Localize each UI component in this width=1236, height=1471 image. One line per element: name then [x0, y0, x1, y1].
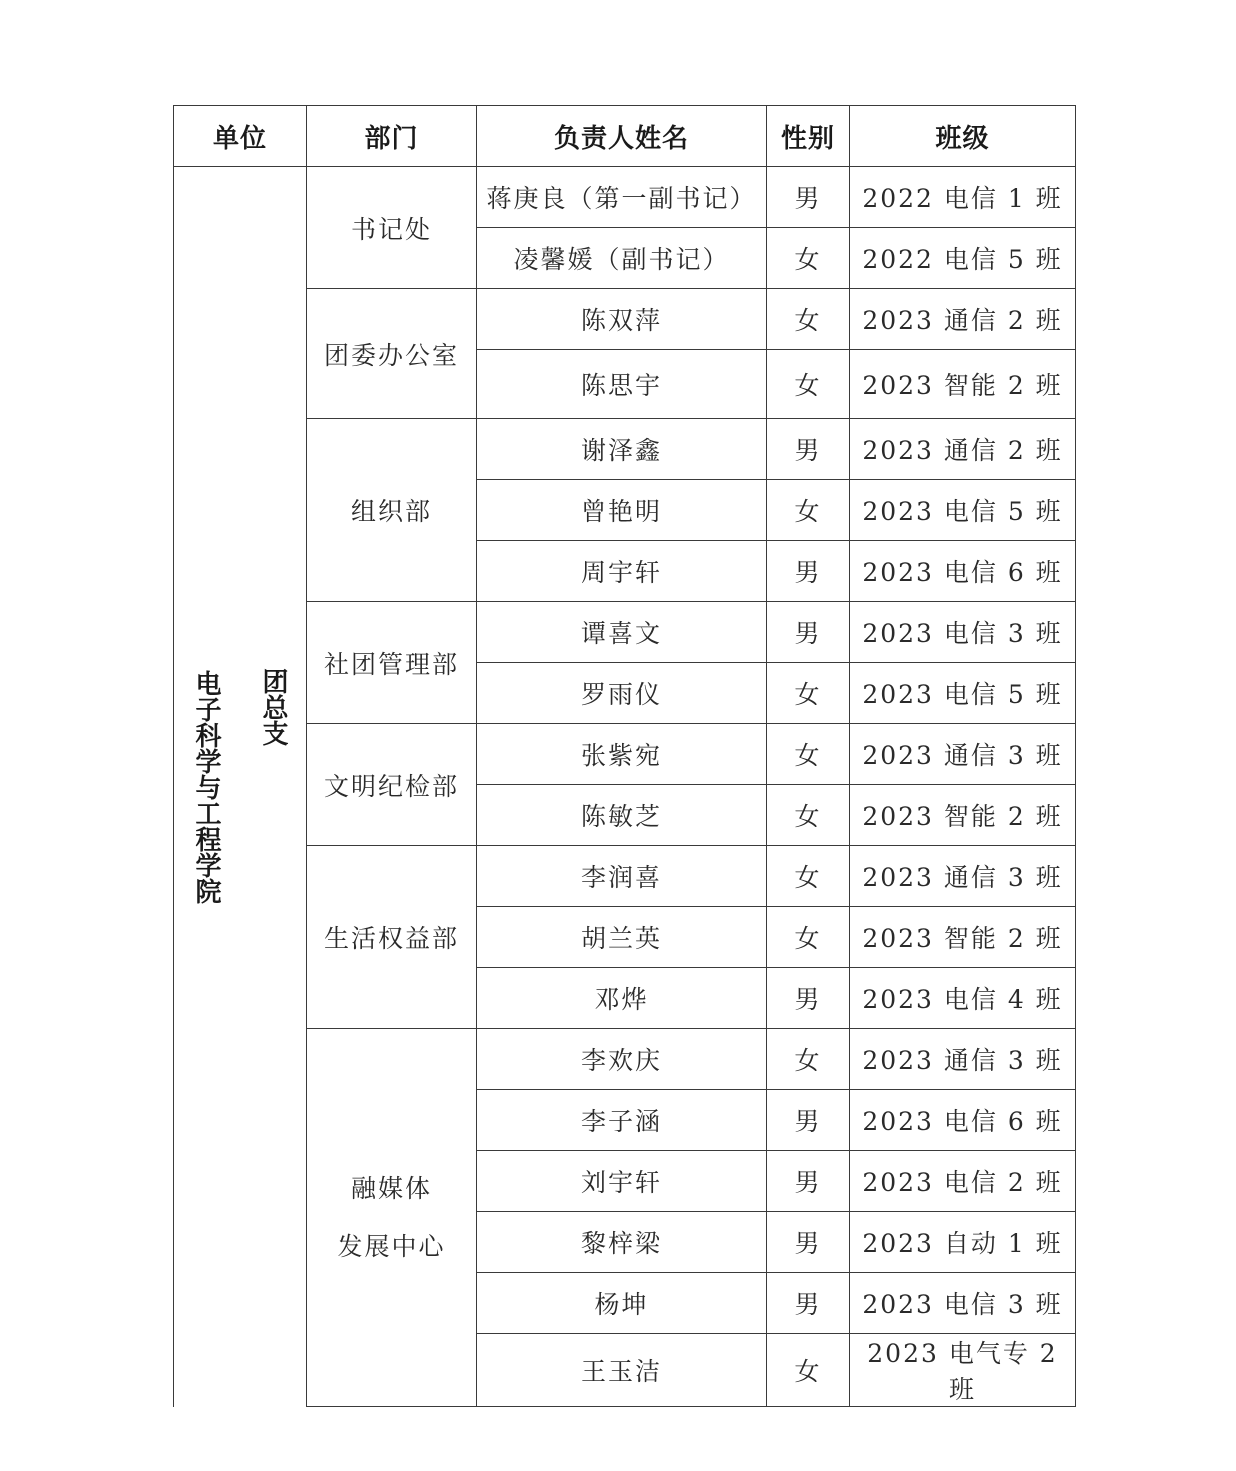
table-row: [174, 289, 1076, 350]
member-gender: 男: [767, 1212, 850, 1273]
member-class: 2023 电信 5 班: [850, 663, 1076, 724]
table-row: [174, 724, 1076, 785]
member-class: 2022 电信 5 班: [850, 228, 1076, 289]
header-class: 班级: [850, 106, 1076, 167]
member-gender: 男: [767, 1090, 850, 1151]
header-department: 部门: [307, 106, 477, 167]
department-name-line1: 融媒体: [350, 1173, 432, 1203]
member-gender: 女: [767, 350, 850, 419]
member-name: 王玉洁: [477, 1334, 767, 1407]
unit-cell: [174, 167, 307, 1407]
member-name: 谢泽鑫: [477, 419, 767, 480]
unit-branch: 团总支: [258, 667, 288, 746]
member-name: 胡兰英: [477, 907, 767, 968]
member-class: 2023 通信 2 班: [850, 289, 1076, 350]
table-row: [174, 602, 1076, 663]
department-cell: 书记处: [307, 167, 477, 289]
member-gender: 女: [767, 724, 850, 785]
member-class: 2023 电信 6 班: [850, 1090, 1076, 1151]
member-gender: 男: [767, 167, 850, 228]
department-cell: 生活权益部: [307, 846, 477, 1029]
member-gender: 男: [767, 968, 850, 1029]
member-name: 张紫宛: [477, 724, 767, 785]
member-gender: 女: [767, 785, 850, 846]
member-name: 邓烨: [477, 968, 767, 1029]
table-row: [174, 846, 1076, 907]
member-name: 刘宇轩: [477, 1151, 767, 1212]
member-name: 蒋庚良（第一副书记）: [477, 167, 767, 228]
member-gender: 男: [767, 541, 850, 602]
member-class: 2023 电信 2 班: [850, 1151, 1076, 1212]
header-gender: 性别: [767, 106, 850, 167]
member-name: 罗雨仪: [477, 663, 767, 724]
member-name: 杨坤: [477, 1273, 767, 1334]
member-gender: 女: [767, 1029, 850, 1090]
member-class: 2023 通信 3 班: [850, 846, 1076, 907]
department-cell: 团委办公室: [307, 289, 477, 419]
member-class: 2023 电信 6 班: [850, 541, 1076, 602]
member-class: 2023 自动 1 班: [850, 1212, 1076, 1273]
member-name: 周宇轩: [477, 541, 767, 602]
member-gender: 女: [767, 1334, 850, 1407]
member-gender: 女: [767, 289, 850, 350]
member-class: 2023 电信 4 班: [850, 968, 1076, 1029]
member-gender: 男: [767, 602, 850, 663]
header-row: [174, 106, 1076, 167]
member-name: 李润喜: [477, 846, 767, 907]
member-class: 2023 智能 2 班: [850, 907, 1076, 968]
member-name: 陈敏芝: [477, 785, 767, 846]
member-gender: 男: [767, 1273, 850, 1334]
member-gender: 男: [767, 1151, 850, 1212]
department-cell: [307, 1029, 477, 1407]
member-gender: 女: [767, 480, 850, 541]
member-name: 陈思宇: [477, 350, 767, 419]
member-name: 李欢庆: [477, 1029, 767, 1090]
member-name: 黎梓梁: [477, 1212, 767, 1273]
member-gender: 女: [767, 663, 850, 724]
member-gender: 男: [767, 419, 850, 480]
member-name: 陈双萍: [477, 289, 767, 350]
member-class: 2023 通信 3 班: [850, 724, 1076, 785]
department-cell: 文明纪检部: [307, 724, 477, 846]
member-class: 2023 电信 3 班: [850, 602, 1076, 663]
member-class: 2023 通信 2 班: [850, 419, 1076, 480]
header-unit: 单位: [174, 106, 307, 167]
member-name: 谭喜文: [477, 602, 767, 663]
member-class: 2023 电信 3 班: [850, 1273, 1076, 1334]
member-class: 2023 智能 2 班: [850, 350, 1076, 419]
member-name: 凌馨媛（副书记）: [477, 228, 767, 289]
member-gender: 女: [767, 228, 850, 289]
table-row: [174, 419, 1076, 480]
department-name-line2: 发展中心: [337, 1231, 446, 1261]
member-gender: 女: [767, 907, 850, 968]
member-gender: 女: [767, 846, 850, 907]
member-class: 2022 电信 1 班: [850, 167, 1076, 228]
member-class: 2023 电气专 2 班: [850, 1334, 1076, 1407]
member-class: 2023 通信 3 班: [850, 1029, 1076, 1090]
roster-table: [173, 105, 1076, 1407]
member-class: 2023 智能 2 班: [850, 785, 1076, 846]
table-row: [174, 1029, 1076, 1090]
table-row: [174, 167, 1076, 228]
member-class: 2023 电信 5 班: [850, 480, 1076, 541]
header-leader-name: 负责人姓名: [477, 106, 767, 167]
department-cell: 组织部: [307, 419, 477, 602]
member-name: 李子涵: [477, 1090, 767, 1151]
unit-college: 电子科学与工程学院: [191, 669, 221, 904]
department-cell: 社团管理部: [307, 602, 477, 724]
member-name: 曾艳明: [477, 480, 767, 541]
